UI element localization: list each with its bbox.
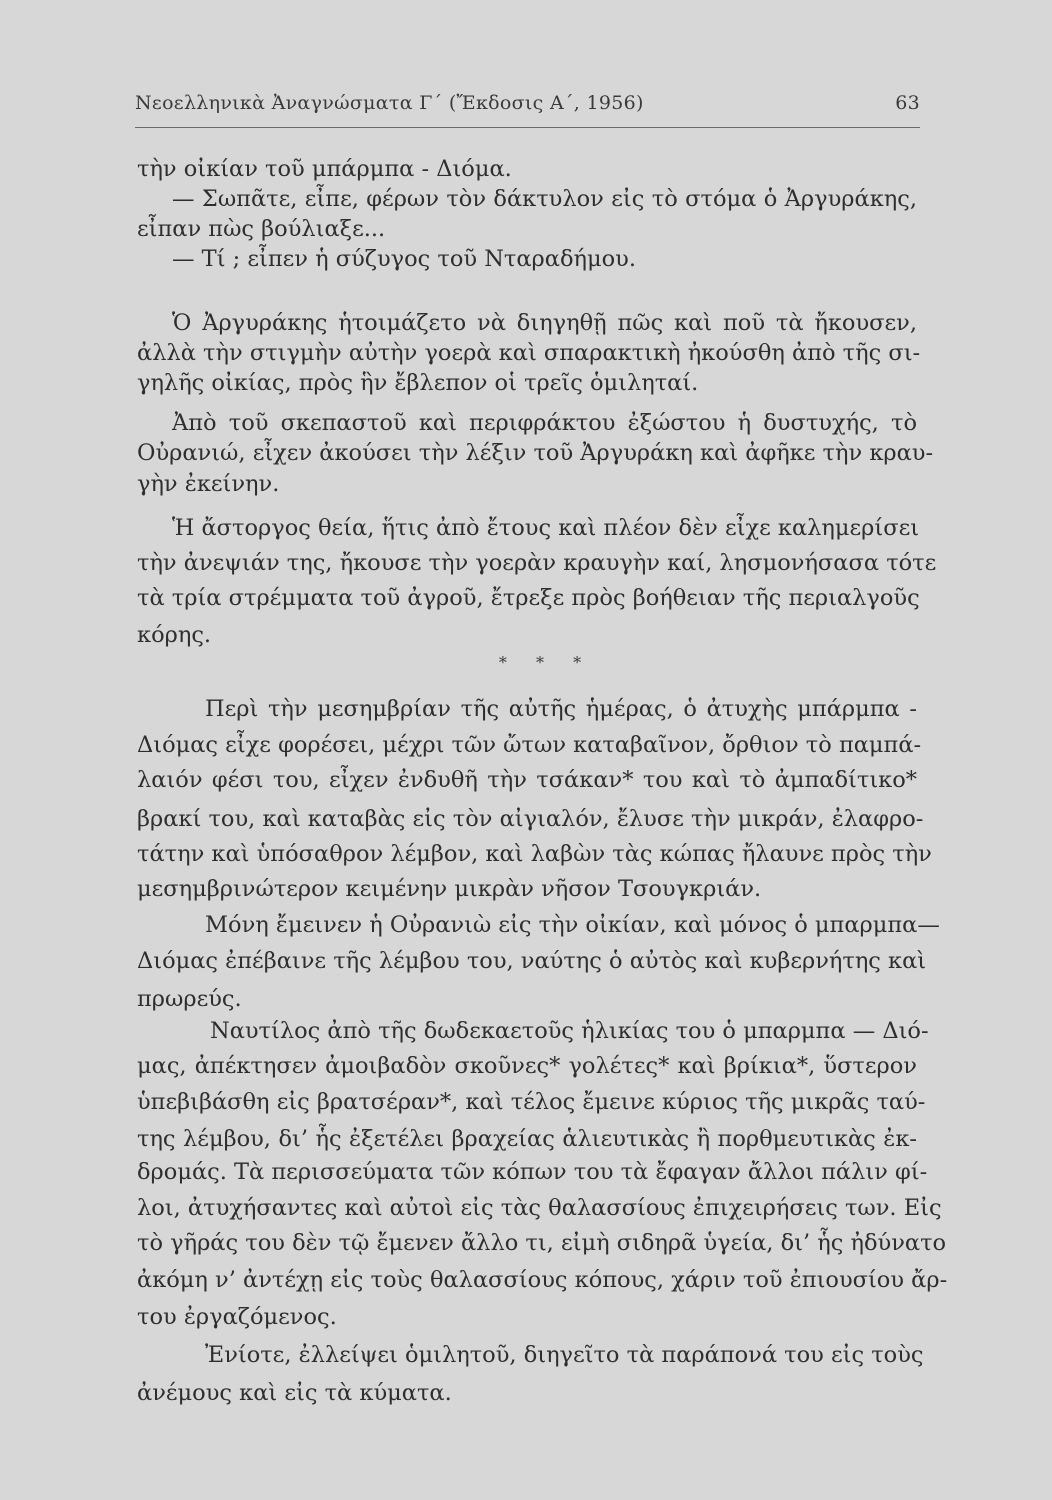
text-line: ἀνέμους καὶ εἰς τὰ κύματα. [137,1380,452,1406]
text-line: βρακί του, καὶ καταβὰς εἰς τὸν αἰγιαλόν, ἔλυσε τὴν μικράν, ἐλαφρο- [137,806,924,832]
text-line: ὑπεβιβάσθη εἰς βρατσέραν*, καὶ τέλος ἔμεινε κύριος τῆς μικρᾶς ταύ- [137,1089,926,1115]
page-number: 63 [895,92,920,114]
text-line: μεσημβρινώτερον κειμένην μικρὰν νῆσον Τσουγκριάν. [137,876,762,902]
text-line: της λέμβου, δι’ ἧς ἐξετέλει βραχείας ἁλιευτικὰς ἢ πορθμευτικὰς ἐκ- [137,1126,917,1152]
text-line: γηλῆς οἰκίας, πρὸς ἣν ἔβλεπον οἱ τρεῖς ὁμιληταί. [137,370,699,396]
text-line: Ἡ ἄστοργος θεία, ἥτις ἀπὸ ἔτους καὶ πλέον δὲν εἶχε καλημερίσει [172,515,920,541]
text-line: κόρης. [137,622,212,648]
text-line: του ἐργαζόμενος. [137,1304,337,1330]
text-line: δρομάς. Τὰ περισσεύματα τῶν κόπων του τὰ ἔφαγαν ἄλλοι πάλιν φί- [137,1159,928,1185]
text-line: Περὶ τὴν μεσημβρίαν τῆς αὐτῆς ἡμέρας, ὁ ἀτυχὴς μπάρμπα - [205,696,917,722]
text-line: Ἀπὸ τοῦ σκεπαστοῦ καὶ περιφράκτου ἐξώστου ἡ δυστυχής, τὸ [172,410,917,436]
text-line: τὰ τρία στρέμματα τοῦ ἀγροῦ, ἔτρεξε πρὸς βοήθειαν τῆς περιαλγοῦς [137,585,920,611]
running-head [135,92,920,122]
text-line: Οὐρανιώ, εἶχεν ἀκούσει τὴν λέξιν τοῦ Ἀργυράκη καὶ ἀφῆκε τὴν κραυ- [137,440,934,466]
header-rule [135,127,920,128]
text-line: ἀλλὰ τὴν στιγμὴν αὐτὴν γοερὰ καὶ σπαρακτικὴ ἠκούσθη ἀπὸ τῆς σι- [137,340,921,366]
running-head-title: Νεοελληνικὰ Ἀναγνώσματα Γ΄ (Ἔκδοσις Α΄, 1956) [135,92,644,114]
text-line: Διόμας ἐπέβαινε τῆς λέμβου του, ναύτης ὁ αὐτὸς καὶ κυβερνήτης καὶ [137,948,927,974]
text-line: τὴν οἰκίαν τοῦ μπάρμπα - Διόμα. [137,156,512,182]
text-line: γὴν ἐκείνην. [137,471,280,497]
text-line: ἀκόμη ν’ ἀντέχῃ εἰς τοὺς θαλασσίους κόπους, χάριν τοῦ ἐπιουσίου ἄρ- [137,1267,948,1293]
text-line: πρωρεύς. [137,986,242,1012]
text-line: τὴν ἀνεψιάν της, ἤκουσε τὴν γοερὰν κραυγὴν καί, λησμονήσασα τότε [137,550,937,576]
text-line: λαιόν φέσι του, εἶχεν ἐνδυθῆ τὴν τσάκαν* του καὶ τὸ ἀμπαδίτικο* [137,767,917,793]
text-line: εἶπαν πὼς βούλιαξε... [137,216,386,242]
text-line: λοι, ἀτυχήσαντες καὶ αὐτοὶ εἰς τὰς θαλασσίους ἐπιχειρήσεις των. Εἰς [137,1195,942,1221]
text-line: Ναυτίλος ἀπὸ τῆς δωδεκαετοῦς ἡλικίας του ὁ μπαρμπα — Διό- [210,1018,929,1044]
text-line: τὸ γῆράς του δὲν τῷ ἔμενεν ἄλλο τι, εἰμὴ σιδηρᾶ ὑγεία, δι’ ἧς ἠδύνατο [137,1230,947,1256]
text-line: μας, ἀπέκτησεν ἀμοιβαδὸν σκοῦνες* γολέτες* καὶ βρίκια*, ὕστερον [137,1053,917,1079]
section-break-asterisks: * * * [498,653,594,672]
text-line: Ἐνίοτε, ἐλλείψει ὁμιλητοῦ, διηγεῖτο τὰ παράπονά του εἰς τοὺς [205,1342,924,1368]
text-line: — Σωπᾶτε, εἶπε, φέρων τὸν δάκτυλον εἰς τὸ στόμα ὁ Ἀργυράκης, [172,186,917,212]
text-line: Διόμας εἶχε φορέσει, μέχρι τῶν ὤτων καταβαῖνον, ὄρθιον τὸ παμπά- [137,732,922,758]
text-line: Μόνη ἔμεινεν ἡ Οὐρανιὼ εἰς τὴν οἰκίαν, καὶ μόνος ὁ μπαρμπα— [205,912,940,938]
text-line: τάτην καὶ ὑπόσαθρον λέμβον, καὶ λαβὼν τὰς κώπας ἤλαυνε πρὸς τὴν [137,841,932,867]
text-line: Ὁ Ἀργυράκης ἡτοιμάζετο νὰ διηγηθῇ πῶς καὶ ποῦ τὰ ἤκουσεν, [172,310,917,336]
text-line: — Τί ; εἶπεν ἡ σύζυγος τοῦ Νταραδήμου. [172,246,637,272]
